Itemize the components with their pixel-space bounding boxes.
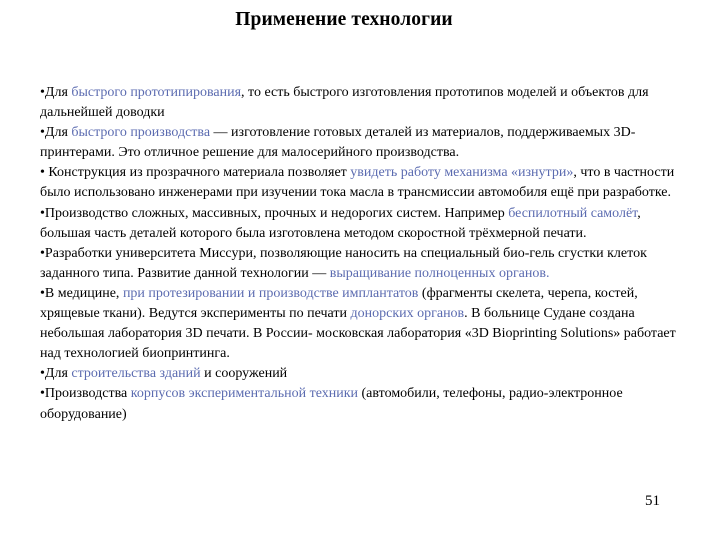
- hyperlink[interactable]: быстрого производства: [71, 125, 211, 141]
- bullet-text: •Для: [40, 366, 72, 382]
- hyperlink[interactable]: донорских органов: [350, 306, 465, 322]
- hyperlink[interactable]: корпусов экспериментальной техники: [130, 386, 359, 402]
- hyperlink[interactable]: увидеть работу механизма «изнутри»: [350, 165, 574, 181]
- bullet-text: — изготовление готовых деталей из материалов, поддерживаемых 3D-принтерами. Это отличное решение для малосерийного производства.: [40, 125, 636, 161]
- bullet-text: •В медицине,: [40, 285, 123, 301]
- bullet-item: [40, 364, 690, 384]
- slide-title: [0, 9, 720, 31]
- bullet-text: , что в частности было использовано инженерами при изучении тока масла в трансмиссии автомобиля ещё при разработке.: [40, 165, 675, 201]
- bullet-item: [40, 384, 690, 424]
- hyperlink[interactable]: беспилотный самолёт: [508, 205, 638, 221]
- bullet-item: [40, 284, 690, 364]
- hyperlink[interactable]: при протезировании и производстве имплантатов: [122, 285, 419, 301]
- bullet-text: • Конструкция из прозрачного материала позволяет: [40, 165, 351, 181]
- bullet-text: . В больнице Судане создана небольшая лаборатория 3D печати. В России- московская лаборатория «3D Bioprinting Solutions» работает над технологией биопринтинга.: [40, 306, 676, 362]
- bullet-text: (автомобили, телефоны, радио-электронное оборудование): [40, 386, 623, 422]
- bullet-item: [40, 204, 690, 244]
- bullet-text: •Для: [40, 85, 72, 100]
- bullet-text: •Разработки университета Миссури, позволяющие наносить на специальный био-гель сгустки клеток заданного типа. Развитие данной технологии —: [40, 245, 647, 281]
- bullet-item: [40, 83, 690, 123]
- bullet-text: •Производство сложных, массивных, прочных и недорогих систем. Например: [40, 205, 509, 221]
- bullet-text: и сооружений: [200, 366, 288, 382]
- bullet-item: [40, 163, 690, 203]
- bullet-item: [40, 244, 690, 284]
- bullet-text: , большая часть деталей которого была изготовлена методом скоростной трёхмерной печати.: [40, 205, 641, 241]
- slide-title-text: Применение технологии: [235, 9, 453, 30]
- bullet-text: (фрагменты скелета, черепа, костей, хрящевые ткани). Ведутся эксперименты по печати: [40, 285, 638, 322]
- hyperlink[interactable]: выращивание полноценных органов.: [329, 265, 550, 281]
- bullet-text: •Производства: [40, 386, 131, 402]
- bullet-list: [40, 83, 690, 425]
- page-number: 51: [645, 493, 660, 509]
- hyperlink[interactable]: быстрого прототипирования: [71, 85, 242, 100]
- hyperlink[interactable]: строительства зданий: [71, 366, 201, 382]
- bullet-text: , то есть быстрого изготовления прототипов моделей и объектов для дальнейшей доводки: [40, 85, 649, 121]
- bullet-item: [40, 123, 690, 163]
- bullet-text: •Для: [40, 125, 72, 141]
